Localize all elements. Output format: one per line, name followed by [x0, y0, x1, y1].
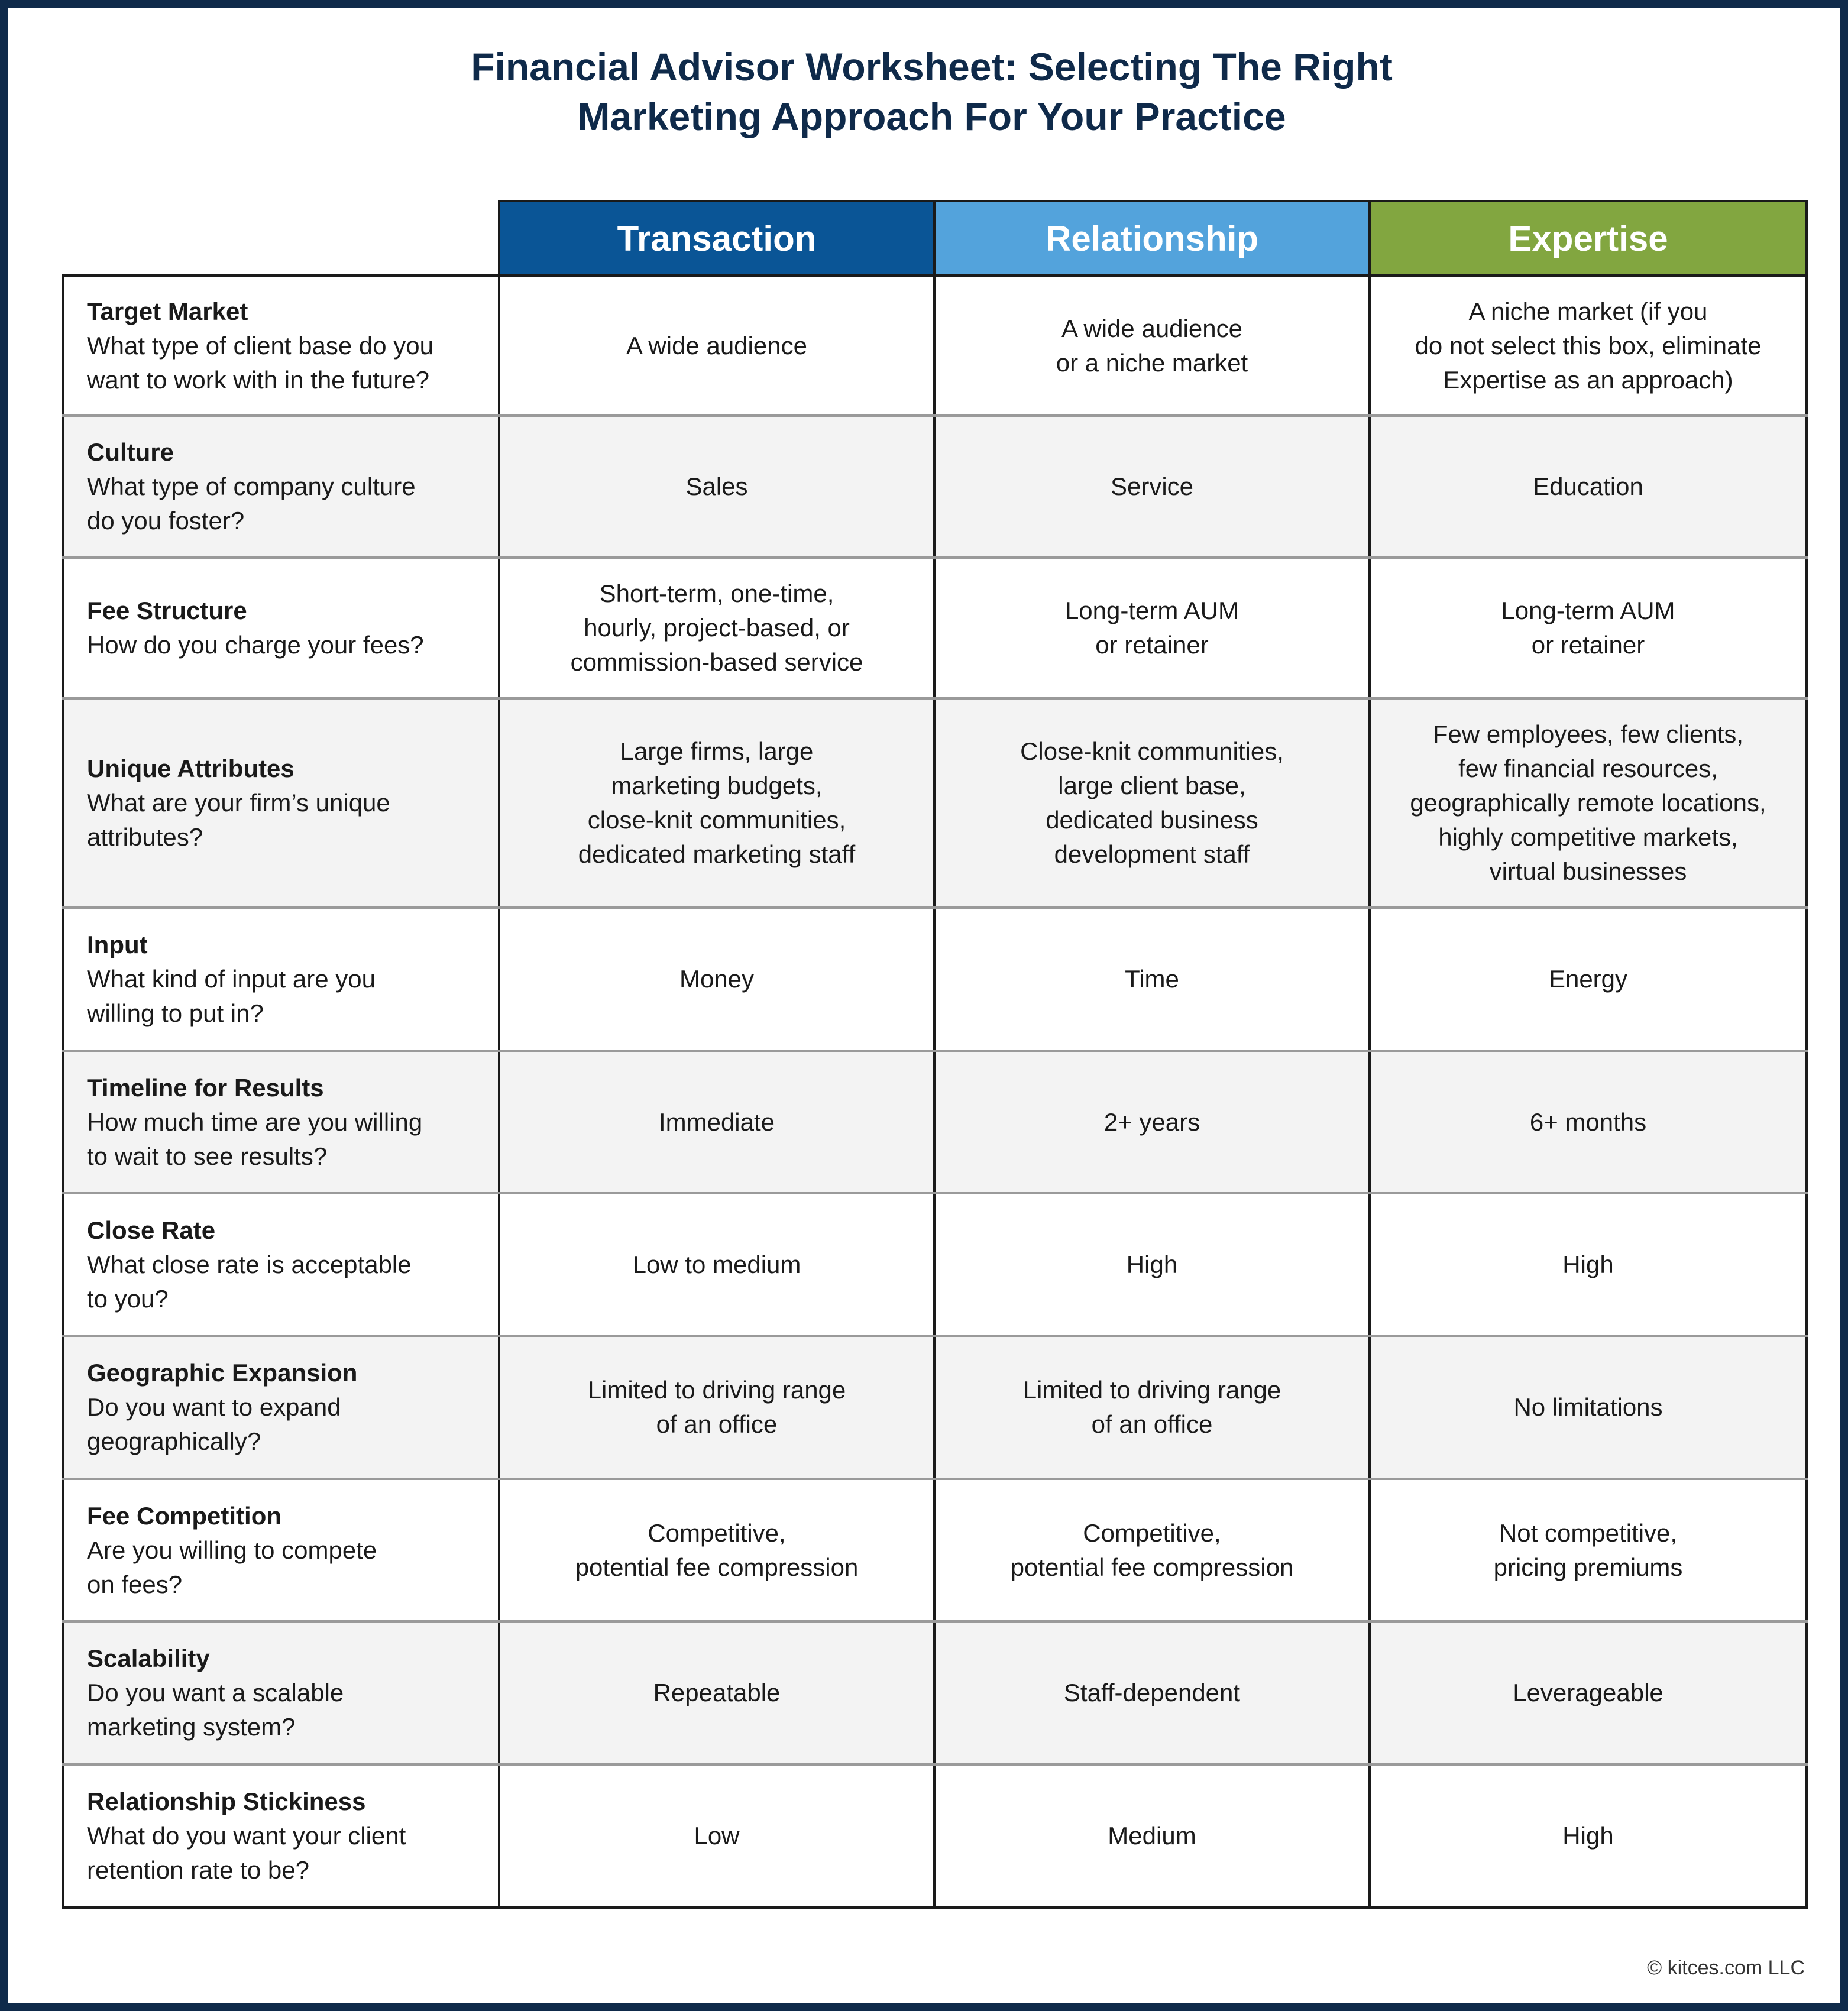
row-question: What do you want your client retention rate to be? [87, 1822, 406, 1884]
cell-transaction: A wide audience [499, 276, 934, 416]
row-label [63, 416, 499, 558]
copyright-notice: © kitces.com LLC [1647, 1957, 1805, 1979]
cell-expertise: 6+ months [1370, 1051, 1807, 1193]
comparison-table [62, 200, 1808, 1909]
row-question: What close rate is acceptable to you? [87, 1250, 412, 1313]
table-row-close-rate [63, 1193, 1807, 1336]
cell-transaction: Short-term, one-time, hourly, project-based, or commission-based service [499, 558, 934, 698]
cell-expertise: High [1370, 1764, 1807, 1908]
cell-relationship: A wide audience or a niche market [934, 276, 1370, 416]
cell-transaction: Low [499, 1764, 934, 1908]
table-row-fee-competition [63, 1479, 1807, 1621]
cell-transaction: Large firms, large marketing budgets, close-knit communities, dedicated marketing staff [499, 698, 934, 908]
cell-expertise: A niche market (if you do not select this box, eliminate Expertise as an approach) [1370, 276, 1807, 416]
cell-relationship: Medium [934, 1764, 1370, 1908]
row-question: How much time are you willing to wait to see results? [87, 1107, 423, 1170]
cell-expertise: Energy [1370, 908, 1807, 1051]
row-label [63, 1051, 499, 1193]
row-label [63, 1764, 499, 1908]
row-title: Unique Attributes [87, 754, 294, 782]
column-header-expertise: Expertise [1370, 201, 1807, 276]
row-label [63, 1621, 499, 1764]
row-label [63, 1193, 499, 1336]
table-row-scalability [63, 1621, 1807, 1764]
row-question: What type of client base do you want to work with in the future? [87, 331, 434, 394]
cell-relationship: Limited to driving range of an office [934, 1336, 1370, 1479]
title-line-2: Marketing Approach For Your Practice [577, 95, 1286, 138]
row-label [63, 698, 499, 908]
table-row-relationship-stickiness [63, 1764, 1807, 1908]
row-question: What kind of input are you willing to put in? [87, 965, 376, 1027]
table-row-culture [63, 416, 1807, 558]
column-header-relationship: Relationship [934, 201, 1370, 276]
row-title: Close Rate [87, 1216, 216, 1244]
row-question: How do you charge your fees? [87, 631, 424, 659]
cell-relationship: 2+ years [934, 1051, 1370, 1193]
row-title: Geographic Expansion [87, 1359, 358, 1387]
table-row-fee-structure [63, 558, 1807, 698]
cell-expertise: No limitations [1370, 1336, 1807, 1479]
cell-transaction: Sales [499, 416, 934, 558]
table-row-geographic-expansion [63, 1336, 1807, 1479]
header-row [63, 201, 1807, 276]
table-row-input [63, 908, 1807, 1051]
row-question: Are you willing to compete on fees? [87, 1536, 377, 1598]
header-blank [63, 201, 499, 276]
row-title: Fee Competition [87, 1501, 282, 1530]
row-label [63, 908, 499, 1051]
row-label [63, 276, 499, 416]
cell-expertise: Few employees, few clients, few financial resources, geographically remote locations, highly competitive markets, virtual businesses [1370, 698, 1807, 908]
row-title: Input [87, 931, 148, 958]
cell-relationship: Time [934, 908, 1370, 1051]
row-title: Culture [87, 438, 174, 466]
cell-transaction: Competitive, potential fee compression [499, 1479, 934, 1621]
table-row-unique-attributes [63, 698, 1807, 908]
cell-relationship: Staff-dependent [934, 1621, 1370, 1764]
page-title [8, 42, 1848, 141]
row-question: What type of company culture do you foster? [87, 472, 416, 535]
row-label [63, 1336, 499, 1479]
row-label [63, 558, 499, 698]
title-line-1: Financial Advisor Worksheet: Selecting The Right [471, 45, 1393, 89]
row-title: Target Market [87, 297, 248, 325]
cell-expertise: Leverageable [1370, 1621, 1807, 1764]
cell-relationship: Service [934, 416, 1370, 558]
column-header-transaction: Transaction [499, 201, 934, 276]
cell-transaction: Limited to driving range of an office [499, 1336, 934, 1479]
table-row-target-market [63, 276, 1807, 416]
cell-relationship: Competitive, potential fee compression [934, 1479, 1370, 1621]
row-question: Do you want a scalable marketing system? [87, 1679, 344, 1741]
cell-transaction: Money [499, 908, 934, 1051]
cell-relationship: Close-knit communities, large client base, dedicated business development staff [934, 698, 1370, 908]
row-title: Timeline for Results [87, 1073, 324, 1102]
cell-expertise: Education [1370, 416, 1807, 558]
cell-expertise: High [1370, 1193, 1807, 1336]
table-row-timeline-for-results [63, 1051, 1807, 1193]
row-title: Scalability [87, 1644, 210, 1672]
cell-relationship: High [934, 1193, 1370, 1336]
cell-relationship: Long-term AUM or retainer [934, 558, 1370, 698]
row-title: Fee Structure [87, 597, 247, 624]
cell-transaction: Low to medium [499, 1193, 934, 1336]
row-question: Do you want to expand geographically? [87, 1393, 341, 1455]
row-label [63, 1479, 499, 1621]
row-question: What are your firm’s unique attributes? [87, 789, 390, 851]
cell-transaction: Immediate [499, 1051, 934, 1193]
row-title: Relationship Stickiness [87, 1787, 366, 1815]
cell-transaction: Repeatable [499, 1621, 934, 1764]
cell-expertise: Not competitive, pricing premiums [1370, 1479, 1807, 1621]
cell-expertise: Long-term AUM or retainer [1370, 558, 1807, 698]
